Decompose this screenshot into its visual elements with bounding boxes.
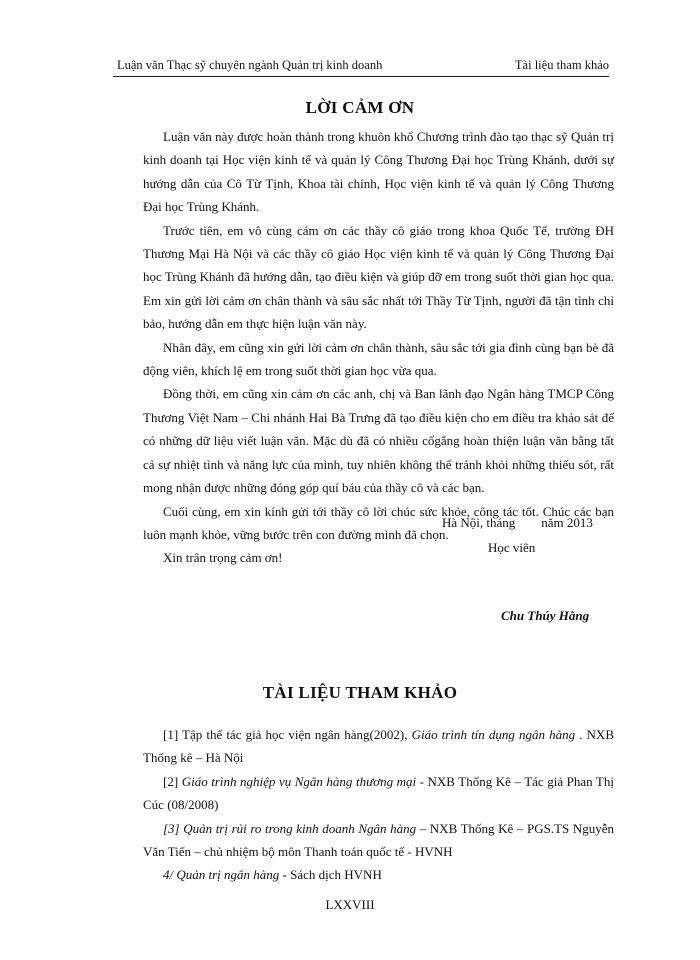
reference-title: [3] Quản trị rủi ro trong kinh doanh Ngân hàng [163, 820, 417, 836]
reference-title: Giáo trình nghiệp vụ Ngân hàng thương mại [181, 773, 417, 789]
reference-item [143, 863, 614, 886]
paragraph: Nhân đây, em cũng xin gửi lời cảm ơn chân thành, sâu sắc tới gia đình cùng bạn bè đã động viên, khích lệ em trong suốt thời gian học vừa qua. [143, 339, 614, 379]
reference-item [143, 723, 614, 770]
header-rule [113, 76, 609, 77]
reference-item [143, 817, 614, 864]
author-signature-name: Chu Thúy Hằng [501, 608, 590, 623]
running-header-left: Luận văn Thạc sỹ chuyên ngành Quản trị kinh doanh [117, 58, 383, 72]
reference-list [143, 723, 614, 887]
reference-prefix: [2] [163, 773, 182, 789]
paragraph: Trước tiên, em vô cùng cám ơn các thầy cô giáo trong khoa Quốc Tế, trường ĐH Thương Mại Hà Nội và các thầy cô giáo Học viện kinh tế và quản lý Công Thương Đại học Trùng Khánh đã hướng dẫn, tạo điều kiện và giúp đỡ em trong suốt thời gian học qua. Em xin gửi lời cảm ơn chân thành và sâu sắc nhất tới Thầy Từ Tịnh, người đã tận tình chỉ bảo, hướng dẫn em thực hiện luận văn này. [143, 222, 614, 332]
author-role: Học viên [488, 540, 536, 555]
acknowledgement-title: LỜI CẢM ƠN [305, 98, 415, 117]
references-title: TÀI LIỆU THAM KHẢO [262, 683, 458, 702]
paragraph: Xin trân trọng cảm ơn! [163, 550, 283, 566]
page-number: LXXVIII [325, 897, 375, 912]
paragraph: Luận văn này được hoàn thành trong khuôn khổ Chương trình đào tạo thạc sỹ Quản trị kinh doanh tại Học viện kinh tế và quản lý Công Thương Đại học Trùng Khánh, dưới sự hướng dẫn của Cô Từ Tịnh, Khoa tài chính, Học viện kinh tế và quản lý Công Thương Đại học Trùng Khánh. [143, 129, 614, 215]
reference-suffix: - NXB Thống Kê – Tác giả Phan Thị Cúc (08/2008) [143, 773, 614, 813]
paragraph: Cuối cùng, em xin kính gửi tới thầy cô lời chúc sức khỏe, công tác tốt. Chúc các bạn luôn mạnh khỏe, vững bước trên con đường mình đã chọn. [143, 503, 614, 542]
reference-suffix: - Sách dịch HVNH [279, 867, 382, 883]
acknowledgement-body [143, 125, 614, 570]
reference-prefix: [1] Tập thể tác giả học viện ngân hàng(2002), [163, 727, 412, 742]
running-header-right: Tài liệu tham khảo [514, 58, 609, 72]
reference-title: Giáo trình tín dụng ngân hàng [411, 727, 576, 742]
reference-suffix: . NXB Thống kê – Hà Nội [143, 727, 614, 766]
reference-suffix: – NXB Thống Kê – PGS.TS Nguyễn Văn Tiến – chủ nhiệm bộ môn Thanh toán quốc tế - HVNH [143, 820, 614, 860]
place-date: Hà Nội, tháng năm 2013 [442, 515, 593, 530]
reference-item [143, 770, 614, 817]
reference-title: 4/ Quản trị ngân hàng [163, 867, 280, 883]
paragraph: Đồng thời, em cũng xin cảm ơn các anh, chị và Ban lãnh đạo Ngân hàng TMCP Công Thương Việt Nam – Chi nhánh Hai Bà Trưng đã tạo điều kiện cho em điều tra khảo sát để có những dữ liệu viết luận văn. Mặc dù đã có nhiều cốgắng hoàn thiện luận văn bằng tất cả sự nhiệt tình và năng lực của mình, tuy nhiên không thể tránh khỏi những thiếu sót, rất mong nhận được những đóng góp quí báu của thầy cô và các bạn. [143, 386, 614, 496]
